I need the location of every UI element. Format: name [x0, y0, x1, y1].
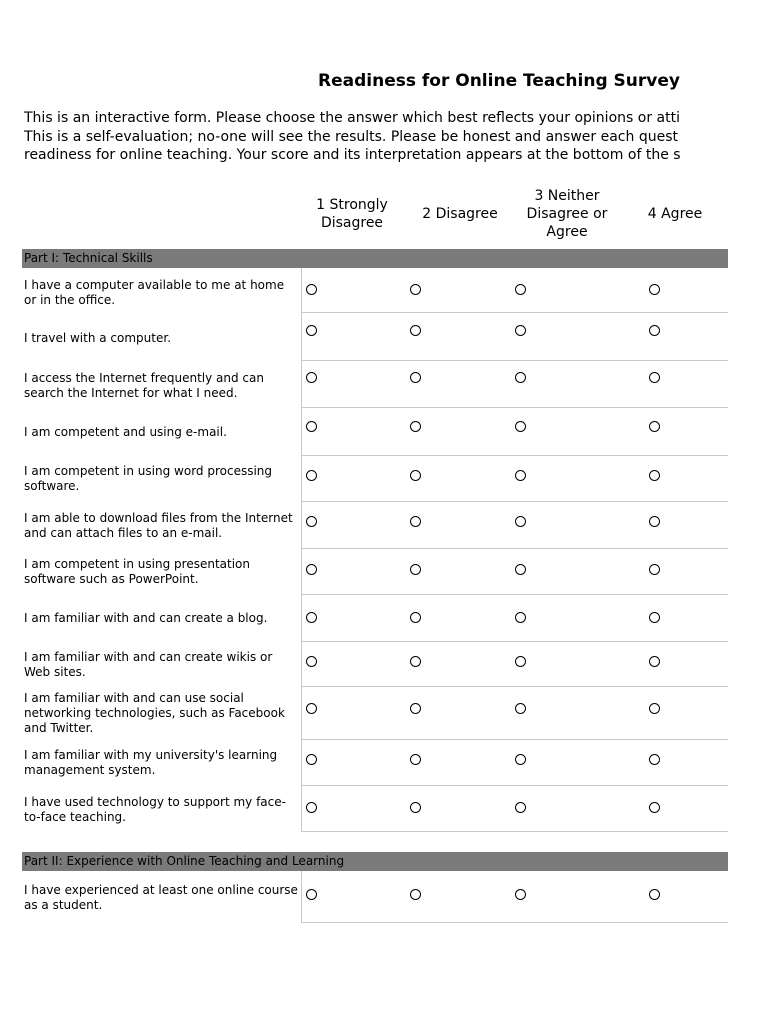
row-divider: [301, 922, 728, 923]
radio-option-2[interactable]: [410, 889, 421, 900]
radio-option-3[interactable]: [515, 421, 526, 432]
radio-option-4[interactable]: [649, 703, 660, 714]
column-header-strongly-disagree: [302, 196, 402, 232]
row-divider: [301, 831, 728, 832]
grid-line: [301, 268, 302, 831]
radio-option-3[interactable]: [515, 516, 526, 527]
radio-option-3[interactable]: [515, 703, 526, 714]
radio-option-1[interactable]: [306, 612, 317, 623]
question-label: I have a computer available to me at home or in the office.: [24, 278, 285, 307]
radio-option-3[interactable]: [515, 284, 526, 295]
intro-line: This is an interactive form. Please choose the answer which best reflects your opinions or atti: [24, 110, 680, 126]
column-header-neither: [515, 187, 619, 241]
radio-option-3[interactable]: [515, 802, 526, 813]
question-label: I am familiar with my university's learning management system.: [24, 748, 278, 777]
radio-option-4[interactable]: [649, 564, 660, 575]
section-header-experience: Part II: Experience with Online Teaching and Learning: [22, 852, 728, 871]
question-label: I am competent in using word processing software.: [24, 464, 273, 493]
radio-option-1[interactable]: [306, 703, 317, 714]
radio-option-4[interactable]: [649, 421, 660, 432]
radio-option-4[interactable]: [649, 612, 660, 623]
radio-option-1[interactable]: [306, 372, 317, 383]
radio-option-2[interactable]: [410, 421, 421, 432]
radio-option-4[interactable]: [649, 889, 660, 900]
radio-option-3[interactable]: [515, 612, 526, 623]
column-header-label: 1 Strongly Disagree: [316, 197, 388, 231]
question-label: I am familiar with and can create wikis or Web sites.: [24, 650, 273, 679]
radio-option-2[interactable]: [410, 470, 421, 481]
radio-option-3[interactable]: [515, 889, 526, 900]
radio-option-2[interactable]: [410, 564, 421, 575]
radio-option-1[interactable]: [306, 754, 317, 765]
grid-line: [301, 871, 302, 922]
column-header-label: 4 Agree: [647, 206, 703, 222]
page-title: Readiness for Online Teaching Survey: [318, 71, 680, 91]
radio-option-2[interactable]: [410, 516, 421, 527]
question-label: I am competent in using presentation software such as PowerPoint.: [24, 557, 250, 586]
question-label: I travel with a computer.: [24, 331, 172, 345]
column-header-agree: [625, 205, 725, 223]
column-header-label: 2 Disagree: [422, 206, 498, 222]
radio-option-2[interactable]: [410, 325, 421, 336]
radio-option-4[interactable]: [649, 656, 660, 667]
row-divider: [301, 686, 728, 687]
radio-option-2[interactable]: [410, 372, 421, 383]
radio-option-4[interactable]: [649, 372, 660, 383]
row-divider: [301, 455, 728, 456]
radio-option-1[interactable]: [306, 889, 317, 900]
intro-line: readiness for online teaching. Your score and its interpretation appears at the bottom of the s: [24, 147, 681, 163]
question-label: I access the Internet frequently and can search the Internet for what I need.: [24, 371, 264, 400]
radio-option-1[interactable]: [306, 284, 317, 295]
intro-text: [24, 109, 728, 165]
row-divider: [301, 641, 728, 642]
row-divider: [301, 312, 728, 313]
radio-option-1[interactable]: [306, 564, 317, 575]
row-divider: [301, 501, 728, 502]
question-label: I am able to download files from the Internet and can attach files to an e-mail.: [24, 511, 293, 540]
row-divider: [301, 739, 728, 740]
row-divider: [301, 548, 728, 549]
radio-option-1[interactable]: [306, 470, 317, 481]
radio-option-4[interactable]: [649, 802, 660, 813]
radio-option-2[interactable]: [410, 754, 421, 765]
radio-option-4[interactable]: [649, 516, 660, 527]
row-divider: [301, 785, 728, 786]
question-label: I have experienced at least one online course as a student.: [24, 883, 298, 912]
radio-option-2[interactable]: [410, 612, 421, 623]
radio-option-1[interactable]: [306, 421, 317, 432]
row-divider: [301, 407, 728, 408]
radio-option-3[interactable]: [515, 325, 526, 336]
row-divider: [301, 360, 728, 361]
radio-option-1[interactable]: [306, 516, 317, 527]
column-header-disagree: [410, 205, 510, 223]
question-label: I am competent and using e-mail.: [24, 425, 227, 439]
radio-option-1[interactable]: [306, 325, 317, 336]
radio-option-4[interactable]: [649, 754, 660, 765]
radio-option-2[interactable]: [410, 284, 421, 295]
radio-option-1[interactable]: [306, 656, 317, 667]
question-label: I have used technology to support my face-to-face teaching.: [24, 795, 286, 824]
radio-option-4[interactable]: [649, 325, 660, 336]
question-label: I am familiar with and can use social networking technologies, such as Facebook and Twitter.: [24, 691, 285, 735]
radio-option-3[interactable]: [515, 372, 526, 383]
radio-option-2[interactable]: [410, 656, 421, 667]
radio-option-4[interactable]: [649, 284, 660, 295]
radio-option-3[interactable]: [515, 656, 526, 667]
radio-option-4[interactable]: [649, 470, 660, 481]
intro-line: This is a self-evaluation; no-one will see the results. Please be honest and answer each quest: [24, 128, 678, 145]
row-divider: [301, 594, 728, 595]
radio-option-1[interactable]: [306, 802, 317, 813]
radio-option-2[interactable]: [410, 703, 421, 714]
question-label: I am familiar with and can create a blog.: [24, 611, 268, 625]
radio-option-3[interactable]: [515, 754, 526, 765]
column-header-label: 3 Neither Disagree or Agree: [526, 188, 608, 240]
section-header-technical-skills: Part I: Technical Skills: [22, 249, 728, 268]
radio-option-3[interactable]: [515, 564, 526, 575]
radio-option-3[interactable]: [515, 470, 526, 481]
radio-option-2[interactable]: [410, 802, 421, 813]
